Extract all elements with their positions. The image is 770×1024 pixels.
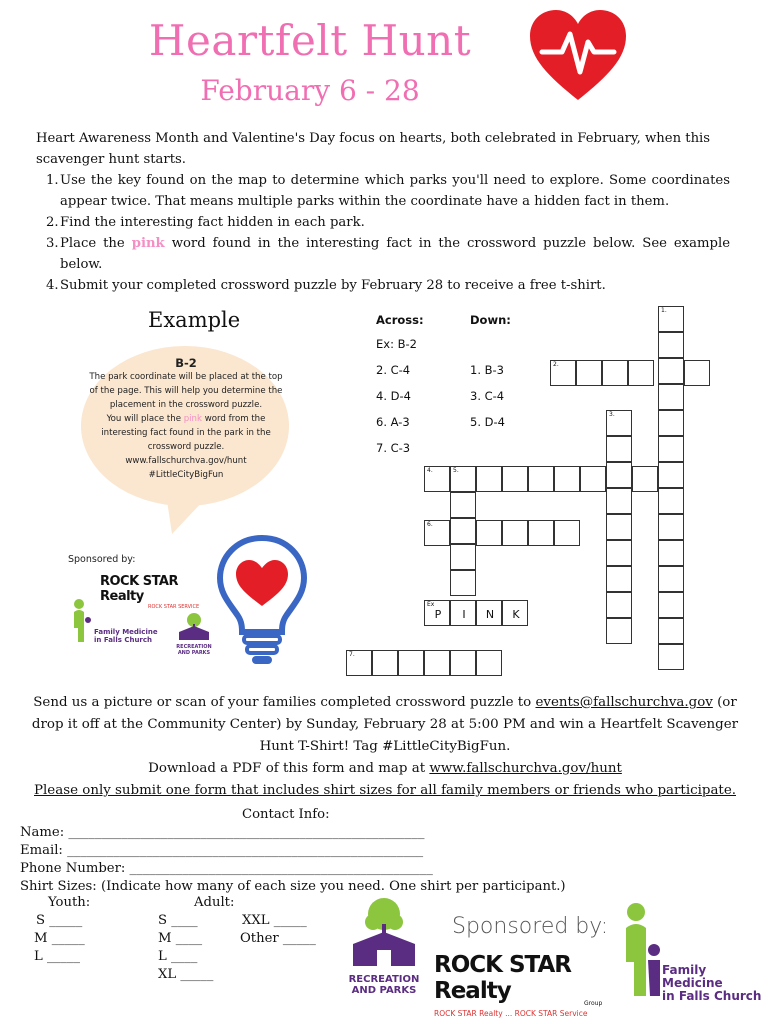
crossword-cell[interactable]	[450, 518, 476, 544]
adult-size-other[interactable]: Other _____	[240, 931, 316, 946]
download-line: Download a PDF of this form and map at www.fallschurchva.gov/hunt	[148, 761, 622, 776]
family-medicine-logo-small: Family Medicine in Falls Church	[70, 598, 160, 646]
example-letter: P	[434, 608, 442, 621]
rockstar-logo-small: ROCK STAR Realty ROCK STAR SERVICE	[100, 574, 200, 610]
crossword-cell[interactable]	[424, 520, 450, 546]
crossword-cell[interactable]	[450, 570, 476, 596]
crossword-cell[interactable]	[658, 514, 684, 540]
crossword-cell[interactable]	[346, 650, 372, 676]
down-label: Down:	[470, 313, 511, 327]
step-item: 2. Find the interesting fact hidden in each park.	[46, 215, 365, 230]
crossword-cell[interactable]	[658, 332, 684, 358]
crossword-cell[interactable]	[424, 466, 450, 492]
recreation-parks-logo: RECREATION AND PARKS	[344, 896, 424, 1000]
crossword-cell[interactable]	[580, 466, 606, 492]
crossword-cell[interactable]	[554, 520, 580, 546]
youth-label: Youth:	[48, 895, 91, 910]
crossword-cell[interactable]	[632, 466, 658, 492]
email-link[interactable]: events@fallschurchva.gov	[535, 695, 713, 710]
crossword-cell[interactable]	[450, 466, 476, 492]
crossword-cell[interactable]	[606, 410, 632, 436]
example-label: Ex	[427, 601, 435, 608]
step-item: 4. Submit your completed crossword puzzle by February 28 to receive a free t-shirt.	[46, 278, 606, 293]
crossword-cell[interactable]	[606, 462, 632, 488]
page-title: Heartfelt Hunt	[148, 16, 472, 65]
example-clue: Ex: B-2	[376, 337, 417, 351]
crossword-cell[interactable]	[502, 520, 528, 546]
crossword-cell[interactable]	[372, 650, 398, 676]
heart-pulse-icon	[528, 8, 628, 104]
name-field[interactable]: Name: ______________________________________________________	[20, 825, 425, 840]
crossword-cell[interactable]	[602, 360, 628, 386]
crossword-cell[interactable]	[628, 360, 654, 386]
clue-number: 1.	[661, 307, 667, 314]
crossword-cell[interactable]	[606, 540, 632, 566]
example-letter: N	[485, 608, 495, 621]
across-label: Across:	[376, 313, 424, 327]
adult-size-xxl[interactable]: XXL _____	[242, 913, 307, 928]
crossword-cell[interactable]	[658, 488, 684, 514]
crossword-cell[interactable]	[528, 466, 554, 492]
youth-size-s[interactable]: S _____	[36, 913, 83, 928]
crossword-cell[interactable]	[606, 488, 632, 514]
example-letter: I	[462, 608, 466, 621]
crossword-cell[interactable]	[658, 436, 684, 462]
shirt-sizes-instructions: Shirt Sizes: (Indicate how many of each size you need. One shirt per participant.)	[20, 879, 566, 894]
hunt-link[interactable]: www.fallschurchva.gov/hunt	[429, 761, 622, 776]
crossword-cell[interactable]	[658, 618, 684, 644]
intro-text: Heart Awareness Month and Valentine's Day focus on hearts, both celebrated in February, when this scavenger hunt starts.	[36, 131, 711, 167]
adult-size-l[interactable]: L ____	[158, 949, 198, 964]
pink-word: pink	[131, 236, 165, 251]
clue-number: 5.	[453, 467, 459, 474]
across-clue: 4. D-4	[376, 389, 411, 403]
clue-number: 2.	[553, 361, 559, 368]
crossword-cell[interactable]	[476, 520, 502, 546]
sponsored-label-small: Sponsored by:	[68, 554, 136, 565]
crossword-cell[interactable]	[606, 566, 632, 592]
crossword-cell[interactable]	[658, 384, 684, 410]
phone-field[interactable]: Phone Number: ______________________________________________	[20, 861, 433, 876]
crossword-cell[interactable]	[450, 544, 476, 570]
across-clue: 6. A-3	[376, 415, 410, 429]
youth-size-l[interactable]: L _____	[34, 949, 80, 964]
example-heading: Example	[148, 308, 241, 332]
crossword-cell[interactable]	[476, 650, 502, 676]
crossword-cell[interactable]	[658, 410, 684, 436]
down-clue: 3. C-4	[470, 389, 505, 403]
adult-size-s[interactable]: S ____	[158, 913, 198, 928]
email-field[interactable]: Email: ______________________________________________________	[20, 843, 424, 858]
youth-size-m[interactable]: M _____	[34, 931, 85, 946]
crossword-cell[interactable]	[658, 306, 684, 332]
crossword-cell[interactable]	[450, 492, 476, 518]
clue-number: 4.	[427, 467, 433, 474]
crossword-cell[interactable]	[550, 360, 576, 386]
rockstar-logo: ROCK STAR Realty Group ROCK STAR Realty ... ROCK STAR Service	[434, 952, 603, 1018]
family-medicine-logo: Family Medicine in Falls Church	[620, 902, 766, 998]
submission-instructions: Send us a picture or scan of your families completed crossword puzzle to events@fallschurchva.gov (or drop it off at the Community Center) by Sunday, February 28 at 5:00 PM and win a Heartfelt Scavenger Hunt T-Shirt! Tag #LittleCityBigFun.	[31, 695, 739, 754]
across-clue: 7. C-3	[376, 441, 411, 455]
instructions-list	[36, 170, 730, 296]
crossword-cell[interactable]	[424, 600, 450, 626]
crossword-cell[interactable]	[450, 650, 476, 676]
crossword-cell[interactable]	[476, 466, 502, 492]
recreation-parks-logo-small: RECREATION AND PARKS	[174, 612, 214, 666]
crossword-cell[interactable]	[424, 650, 450, 676]
crossword-cell[interactable]	[658, 644, 684, 670]
page-subtitle: February 6 - 28	[200, 74, 420, 107]
crossword-cell[interactable]	[528, 520, 554, 546]
crossword-cell[interactable]	[606, 436, 632, 462]
single-form-note: Please only submit one form that includes shirt sizes for all family members or friends who participate.	[34, 783, 736, 798]
crossword-cell[interactable]	[658, 592, 684, 618]
clue-number: 3.	[609, 411, 615, 418]
adult-size-m[interactable]: M ____	[158, 931, 203, 946]
step-item: 1. Use the key found on the map to determine which parks you'll need to explore. Some coordinates appear twice. That means multiple parks within the coordinate have a hidden fact in them.	[46, 173, 730, 209]
example-letter: K	[512, 608, 520, 621]
crossword-cell[interactable]	[502, 466, 528, 492]
adult-label: Adult:	[194, 895, 235, 910]
crossword-cell[interactable]	[658, 566, 684, 592]
adult-size-xl[interactable]: XL _____	[158, 967, 214, 982]
clue-number: 7.	[349, 651, 355, 658]
crossword-cell[interactable]	[606, 592, 632, 618]
crossword-cell[interactable]	[450, 600, 476, 626]
step-item: 3. Place the pink word found in the interesting fact in the crossword puzzle below. See example below.	[46, 236, 731, 272]
crossword-cell[interactable]	[576, 360, 602, 386]
crossword-cell[interactable]	[658, 540, 684, 566]
down-clue: 5. D-4	[470, 415, 505, 429]
crossword-cell[interactable]	[398, 650, 424, 676]
contact-heading: Contact Info:	[242, 807, 330, 822]
crossword-cell[interactable]	[606, 618, 632, 644]
crossword-cell[interactable]	[476, 600, 502, 626]
crossword-cell[interactable]	[684, 360, 710, 386]
example-bubble-text: B-2 The park coordinate will be placed at the top of the page. This will help you determine the placement in the crossword puzzle. You will place the pink word from the interesting fact found in the park in the crossword puzzle. www.fallschurchva.gov/hunt #LittleCityBigFun	[89, 356, 283, 480]
across-clue: 2. C-4	[376, 363, 411, 377]
crossword-cell[interactable]	[658, 462, 684, 488]
crossword-cell[interactable]	[658, 358, 684, 384]
crossword-cell[interactable]	[554, 466, 580, 492]
sponsored-label: Sponsored by:	[452, 914, 609, 939]
down-clue: 1. B-3	[470, 363, 504, 377]
clue-number: 6.	[427, 521, 433, 528]
crossword-cell[interactable]	[606, 514, 632, 540]
crossword-cell[interactable]	[502, 600, 528, 626]
lightbulb-heart-icon	[212, 532, 312, 672]
